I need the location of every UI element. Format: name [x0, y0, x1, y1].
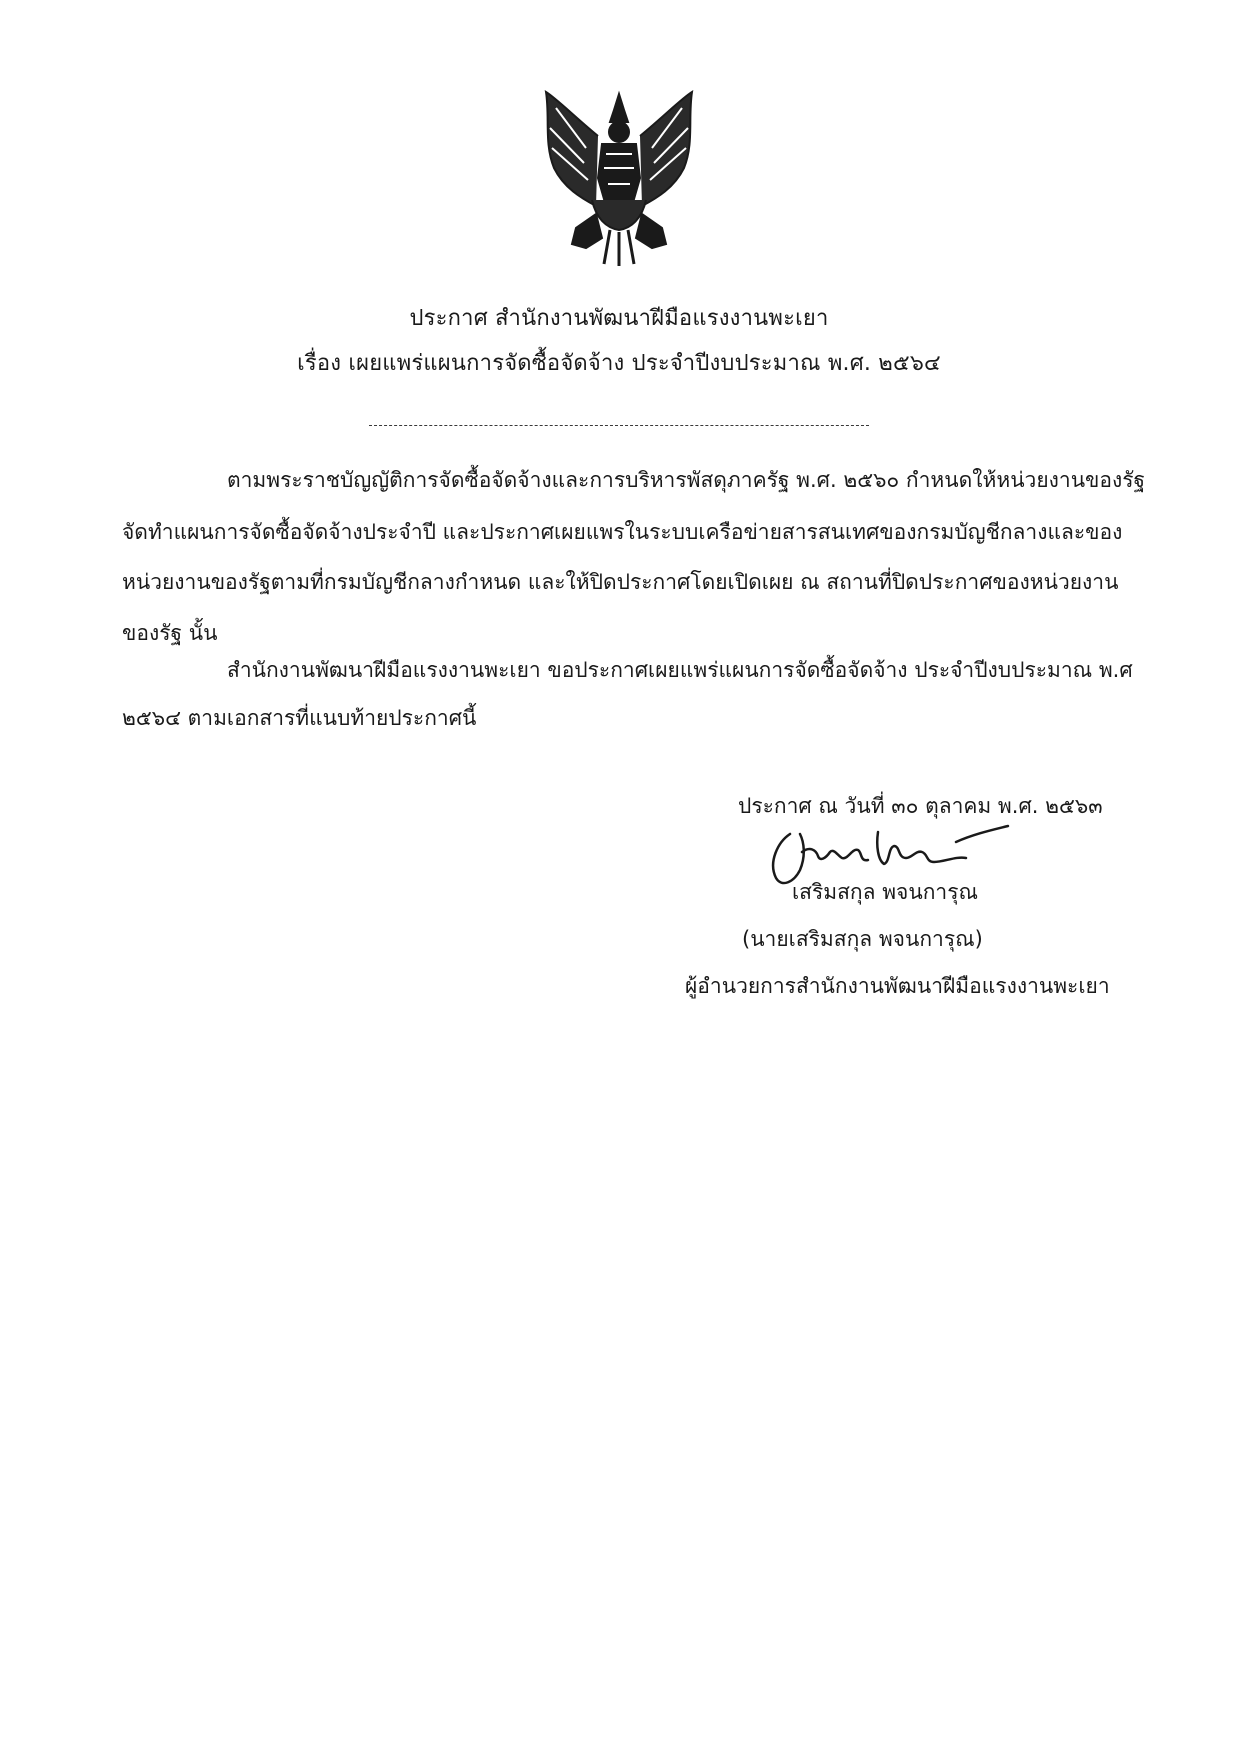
paragraph-1-line-2: จัดทำแผนการจัดซื้อจัดจ้างประจำปี และประกาศเผยแพรในระบบเครือข่ายสารสนเทศของกรมบัญชีกลางและของ: [122, 520, 1123, 544]
signer-full-name: (นายเสริมสกุล พจนการุณ): [742, 927, 983, 951]
announcement-title: ประกาศ สำนักงานพัฒนาฝีมือแรงงานพะเยา: [409, 306, 829, 331]
announcement-date: ประกาศ ณ วันที่ ๓๐ ตุลาคม พ.ศ. ๒๕๖๓: [738, 794, 1103, 818]
announcement-subject: เรื่อง เผยแพร่แผนการจัดซื้อจัดจ้าง ประจำปีงบประมาณ พ.ศ. ๒๕๖๔: [297, 351, 941, 376]
signer-position: ผู้อำนวยการสำนักงานพัฒนาฝีมือแรงงานพะเยา: [685, 974, 1110, 998]
signer-signed-name: เสริมสกุล พจนการุณ: [792, 880, 978, 904]
paragraph-1-line-3: หน่วยงานของรัฐตามที่กรมบัญชีกลางกำหนด และให้ปิดประกาศโดยเปิดเผย ณ สถานที่ปิดประกาศของหน่วยงาน: [122, 570, 1119, 594]
paragraph-1-line-1: ตามพระราชบัญญัติการจัดซื้อจัดจ้างและการบริหารพัสดุภาครัฐ พ.ศ. ๒๕๖๐ กำหนดให้หน่วยงานของรัฐ: [227, 468, 1146, 492]
paragraph-2-line-1: สำนักงานพัฒนาฝีมือแรงงานพะเยา ขอประกาศเผยแพร่แผนการจัดซื้อจัดจ้าง ประจำปีงบประมาณ พ.ศ: [227, 658, 1133, 682]
dashed-divider: [369, 425, 869, 426]
paragraph-1-line-4: ของรัฐ นั้น: [122, 621, 218, 645]
garuda-emblem-icon: [536, 88, 702, 268]
paragraph-2-line-2: ๒๕๖๔ ตามเอกสารที่แนบท้ายประกาศนี้: [122, 706, 477, 730]
